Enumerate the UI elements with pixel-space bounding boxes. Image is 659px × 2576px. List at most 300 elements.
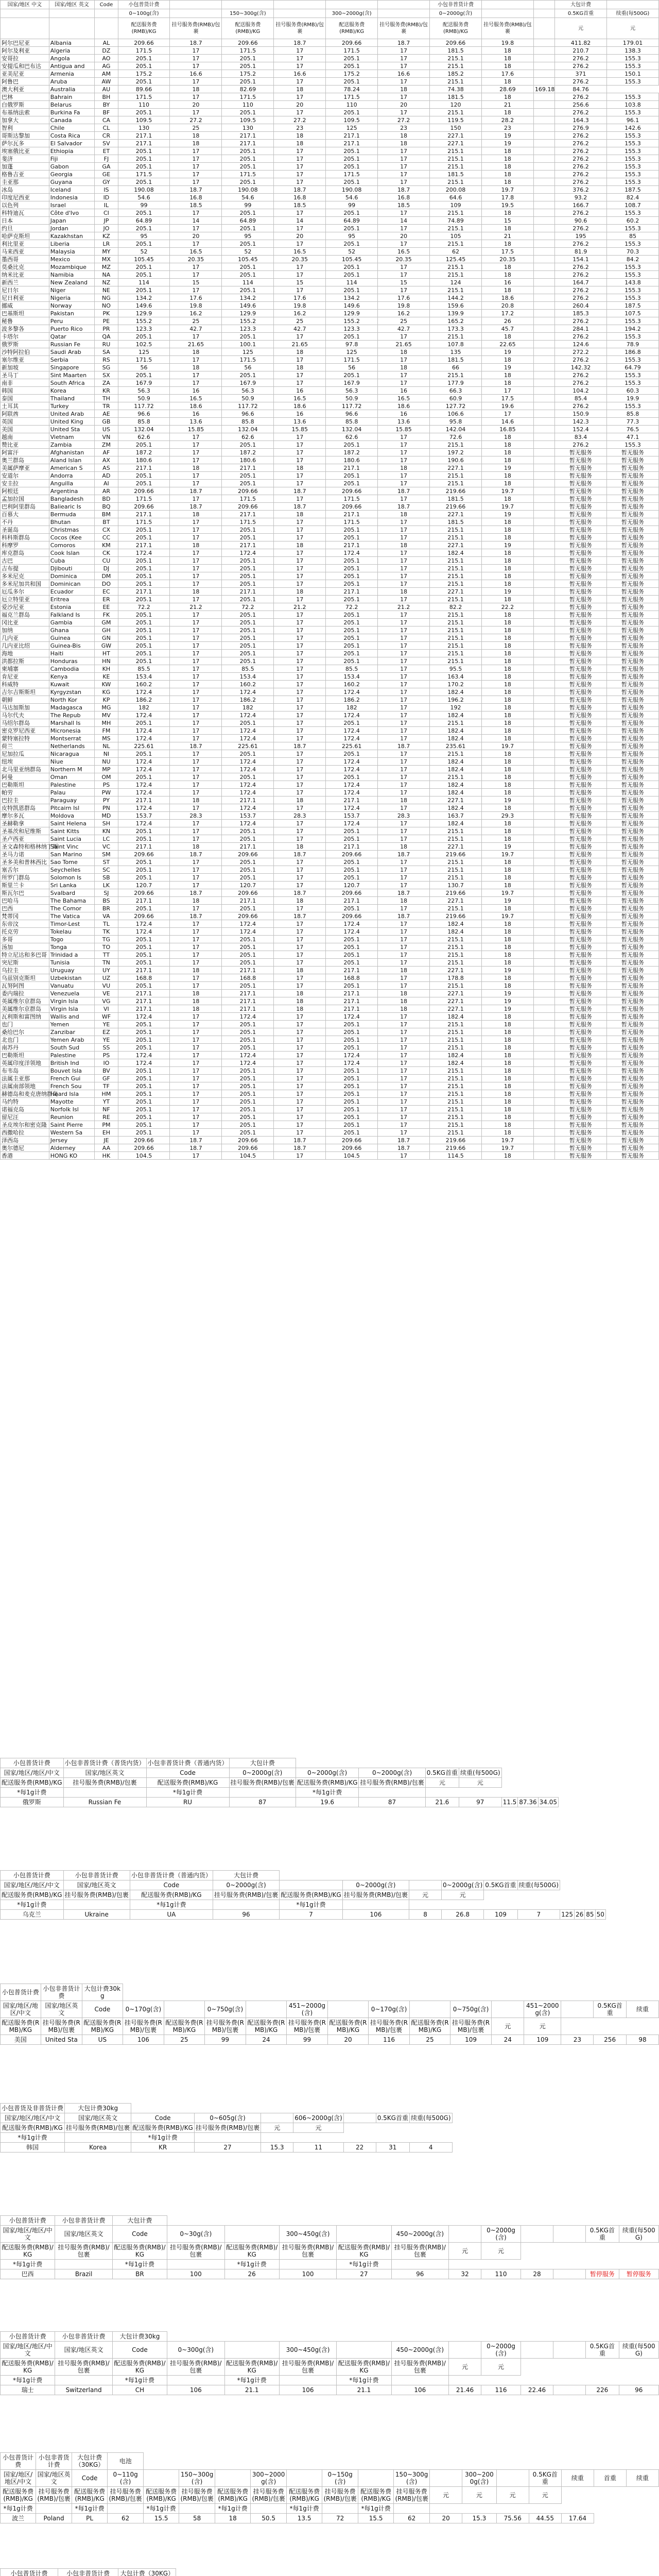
table-cell: 107.5 <box>606 310 658 317</box>
table-cell: 18 <box>481 951 533 959</box>
table-cell: 205.1 <box>118 441 170 449</box>
table-cell: 18 <box>481 905 533 912</box>
table-cell: 暂无服务 <box>606 681 658 688</box>
table-cell: 17 <box>170 766 222 773</box>
section-block <box>0 1758 659 1807</box>
table-cell: 18.7 <box>170 912 222 920</box>
table-cell: 18 <box>481 874 533 882</box>
table-cell: 152.4 <box>555 426 607 433</box>
table-cell <box>533 109 554 116</box>
table-cell: 205.1 <box>222 225 274 232</box>
table-cell: 227.1 <box>430 897 482 905</box>
table-cell: 17 <box>378 766 430 773</box>
table-cell: 19.8 <box>378 302 430 310</box>
table-cell: 18 <box>481 240 533 248</box>
table-cell: 205.1 <box>326 1121 378 1129</box>
table-cell: 215.1 <box>430 719 482 727</box>
table-cell: 瓦努阿图 <box>1 982 49 990</box>
table-cell: 暂无服务 <box>606 789 658 796</box>
table-cell: 18 <box>481 1013 533 1021</box>
table-cell: 276.2 <box>555 171 607 178</box>
table-cell: Kenya <box>49 673 95 681</box>
table-cell: 19.7 <box>481 889 533 897</box>
table-cell: 76.5 <box>606 426 658 433</box>
table-cell: 暂无服务 <box>555 1129 607 1137</box>
table-cell: 17 <box>274 441 326 449</box>
table-cell: 暂无服务 <box>606 936 658 943</box>
table-cell: 17 <box>274 789 326 796</box>
table-cell: 167.9 <box>118 379 170 387</box>
table-cell: DZ <box>95 47 118 55</box>
header-cell: 挂号服务费(RMB)/包裹 <box>391 2243 448 2260</box>
table-row <box>1 426 659 433</box>
table-cell: 172.4 <box>118 549 170 557</box>
table-cell: 暂无服务 <box>555 851 607 858</box>
table-cell: Yemen Arab <box>49 1036 95 1044</box>
table-cell: 18 <box>274 990 326 997</box>
header-cell <box>496 2470 529 2487</box>
table-cell: 181.5 <box>430 495 482 503</box>
table-cell: 17 <box>274 642 326 650</box>
table-cell: 182.4 <box>430 766 482 773</box>
table-cell: 205.1 <box>222 982 274 990</box>
header-cell: *每1g计费 <box>146 1788 229 1798</box>
table-cell: 17 <box>378 1121 430 1129</box>
table-cell: 17 <box>378 642 430 650</box>
table-cell: 赞比亚 <box>1 441 49 449</box>
table-cell: 215.1 <box>430 1067 482 1075</box>
table-cell: 17 <box>274 178 326 186</box>
table-cell: 18 <box>481 773 533 781</box>
table-cell <box>533 441 554 449</box>
table-cell: 45.7 <box>481 325 533 333</box>
table-cell: 19.6 <box>481 402 533 410</box>
table-cell <box>533 310 554 317</box>
header-cell: 0~2000g(含) <box>359 1768 425 1778</box>
table-cell: Saudi Arab <box>49 348 95 356</box>
table-cell: 172.4 <box>118 789 170 796</box>
table-cell: 暂无服务 <box>555 704 607 711</box>
table-cell: 217.1 <box>222 796 274 804</box>
table-row <box>1 2035 659 2045</box>
table-cell: GF <box>95 1075 118 1082</box>
table-cell: 181.5 <box>430 356 482 364</box>
table-row <box>1 905 659 912</box>
table-row <box>1 665 659 673</box>
table-cell: BH <box>95 93 118 101</box>
table-cell: NG <box>95 294 118 302</box>
table-cell: 42.7 <box>170 325 222 333</box>
table-cell: 17 <box>170 171 222 178</box>
table-cell: 31 <box>376 2143 409 2153</box>
table-cell: 暂无服务 <box>555 1106 607 1113</box>
header-cell <box>378 9 430 18</box>
table-cell: SC <box>95 866 118 874</box>
table-cell: BF <box>95 109 118 116</box>
table-cell: 16.6 <box>170 70 222 78</box>
table-cell: 孟加拉国 <box>1 495 49 503</box>
table-cell: 17 <box>274 982 326 990</box>
header-cell <box>481 9 533 18</box>
table-cell: 171.5 <box>118 518 170 526</box>
table-cell: 205.1 <box>326 1082 378 1090</box>
table-cell <box>533 1090 554 1098</box>
header-cell: 国家/地区英文 <box>55 2226 112 2243</box>
table-cell: 215.1 <box>430 333 482 341</box>
table-cell: 205.1 <box>222 650 274 657</box>
table-cell: 17 <box>378 109 430 116</box>
table-cell: NU <box>95 758 118 766</box>
table-cell: 18 <box>481 866 533 874</box>
table-cell: 19 <box>481 897 533 905</box>
header-cell <box>430 2470 462 2487</box>
table-cell: 95 <box>222 232 274 240</box>
table-cell: 134.2 <box>222 294 274 302</box>
table-cell: 172.4 <box>222 688 274 696</box>
header-row <box>1 2342 659 2359</box>
table-cell: 172.4 <box>118 688 170 696</box>
header-cell: 大包计费（30KG） <box>72 2453 108 2470</box>
table-cell: 172.4 <box>118 1052 170 1059</box>
table-cell: 17 <box>274 1036 326 1044</box>
table-cell: 26.8 <box>442 1910 484 1920</box>
table-cell: VE <box>95 990 118 997</box>
header-cell: 电池 <box>108 2453 144 2470</box>
table-cell: 205.1 <box>222 827 274 835</box>
table-cell: 17 <box>170 1082 222 1090</box>
header-cell <box>36 2504 72 2514</box>
table-cell: 冈比亚 <box>1 619 49 626</box>
table-cell: 205.1 <box>326 1098 378 1106</box>
header-cell <box>394 2504 430 2514</box>
table-cell: 276.2 <box>555 178 607 186</box>
table-cell: 17 <box>274 596 326 603</box>
header-cell: 挂号服务费(RMB)/包裹 <box>65 2123 131 2133</box>
table-cell: 205.1 <box>118 62 170 70</box>
table-cell: 171.5 <box>222 356 274 364</box>
table-cell: Heard Isla <box>49 1090 95 1098</box>
table-cell: 巴勒斯坦 <box>1 1052 49 1059</box>
table-row <box>1 657 659 665</box>
table-cell: 暂无服务 <box>606 518 658 526</box>
table-cell: 60.2 <box>606 217 658 225</box>
table-cell: 17 <box>170 379 222 387</box>
table-cell: 169.18 <box>533 86 554 93</box>
table-cell: 155.3 <box>606 286 658 294</box>
section-table <box>0 2331 659 2395</box>
table-cell: 205.1 <box>222 78 274 86</box>
table-cell: 114.5 <box>430 1152 482 1160</box>
table-cell: 18 <box>170 967 222 974</box>
table-cell: Belarus <box>49 101 95 109</box>
table-cell: 17 <box>170 93 222 101</box>
table-cell: 18.6 <box>481 294 533 302</box>
table-cell: Pitcairn Isl <box>49 804 95 812</box>
table-cell <box>533 1059 554 1067</box>
table-cell: British Ind <box>49 1059 95 1067</box>
table-cell <box>533 974 554 982</box>
table-cell: 暂无服务 <box>606 480 658 487</box>
table-cell: IS <box>95 186 118 194</box>
table-cell: 17 <box>170 882 222 889</box>
table-cell: 17 <box>378 62 430 70</box>
table-cell: 205.1 <box>118 619 170 626</box>
table-row <box>1 874 659 882</box>
table-cell: 84.2 <box>606 256 658 263</box>
header-cell: 挂号服务费(RMB)/包裹 <box>63 1778 146 1788</box>
table-cell: 155.3 <box>606 62 658 70</box>
table-cell: 149.6 <box>222 302 274 310</box>
table-cell <box>533 549 554 557</box>
table-cell: 加蓬 <box>1 163 49 171</box>
table-cell: 182.4 <box>430 1013 482 1021</box>
table-cell: 暂无服务 <box>555 889 607 897</box>
table-cell: 帕劳 <box>1 789 49 796</box>
table-cell: 155.3 <box>606 333 658 341</box>
table-cell: 17 <box>170 874 222 882</box>
table-cell: 18 <box>274 967 326 974</box>
table-cell: Jersey <box>49 1137 95 1144</box>
table-cell: 205.1 <box>222 371 274 379</box>
table-cell: 17 <box>378 626 430 634</box>
table-cell: 205.1 <box>118 147 170 155</box>
header-cell: 小包非普货计费 <box>36 2453 72 2470</box>
table-cell: 18.6 <box>378 402 430 410</box>
table-cell: 18 <box>481 549 533 557</box>
table-row <box>1 62 659 70</box>
table-cell: 17 <box>274 704 326 711</box>
table-cell: Nicaragua <box>49 750 95 758</box>
section-table <box>0 2568 659 2576</box>
table-cell: 委内瑞拉 <box>1 990 49 997</box>
table-cell: 17 <box>274 619 326 626</box>
table-cell: 暂无服务 <box>606 1021 658 1028</box>
table-cell: 17 <box>170 209 222 217</box>
table-cell: 18 <box>274 1005 326 1013</box>
table-cell: 217.1 <box>222 897 274 905</box>
table-cell: 圣文森特和格林纳丁斯 <box>1 843 49 851</box>
table-cell: 17 <box>274 1044 326 1052</box>
table-cell: 276.2 <box>555 78 607 86</box>
table-row <box>1 827 659 835</box>
table-cell: 276.9 <box>555 124 607 132</box>
table-cell: 219.66 <box>430 1137 482 1144</box>
table-cell: 15.85 <box>274 426 326 433</box>
table-cell: 乌拉圭 <box>1 967 49 974</box>
table-cell: 215.1 <box>430 441 482 449</box>
table-cell: 171.5 <box>118 495 170 503</box>
table-cell: DJ <box>95 565 118 572</box>
header-cell: 国家/地区/地区/中文 <box>1 2470 36 2487</box>
table-cell: 84.76 <box>555 86 607 93</box>
table-cell: RU <box>95 341 118 348</box>
table-cell: 74.89 <box>430 217 482 225</box>
table-cell: 18 <box>481 704 533 711</box>
table-cell: 109 <box>484 1910 517 1920</box>
header-cell <box>409 1880 442 1890</box>
table-cell: 奥尔德尼 <box>1 1144 49 1152</box>
table-cell: 17 <box>170 711 222 719</box>
table-cell: MG <box>95 704 118 711</box>
table-row <box>1 920 659 928</box>
table-cell: 171.5 <box>222 47 274 55</box>
table-row <box>1 673 659 681</box>
table-cell: 17 <box>378 936 430 943</box>
table-cell: 暂无服务 <box>606 456 658 464</box>
table-cell: 17 <box>274 1052 326 1059</box>
table-cell: 16.2 <box>170 310 222 317</box>
poland-rate-table <box>0 2452 659 2523</box>
table-cell: 205.1 <box>326 611 378 619</box>
table-cell: Ethiopia <box>49 147 95 155</box>
table-cell <box>533 596 554 603</box>
table-cell: 17 <box>274 171 326 178</box>
header-row <box>1 18 659 39</box>
table-cell: Sint Maarten <box>49 371 95 379</box>
table-cell: 155.3 <box>606 78 658 86</box>
table-cell: 215.1 <box>430 634 482 642</box>
table-cell: 韩国 <box>1 2143 65 2153</box>
header-cell: 元 <box>261 2123 293 2133</box>
table-cell: VC <box>95 843 118 851</box>
table-cell: 巴西 <box>1 2269 55 2279</box>
table-cell: 暂无服务 <box>555 866 607 874</box>
header-cell: 续重(每500G) <box>606 9 658 18</box>
table-cell <box>533 511 554 518</box>
header-cell <box>553 2342 586 2359</box>
table-cell: Guyana <box>49 178 95 186</box>
table-cell: 18 <box>170 511 222 518</box>
table-cell: 18.7 <box>274 1137 326 1144</box>
table-cell: HM <box>95 1090 118 1098</box>
table-cell: 巴勒斯坦 <box>1 781 49 789</box>
table-cell: 暂无服务 <box>606 758 658 766</box>
table-cell: 173.3 <box>430 325 482 333</box>
table-cell: 暂无服务 <box>606 673 658 681</box>
table-row <box>1 78 659 86</box>
table-cell: 18 <box>481 936 533 943</box>
table-cell: 17 <box>378 557 430 565</box>
table-cell: 96.6 <box>326 410 378 418</box>
table-cell: 24 <box>246 2035 287 2045</box>
header-cell: 小包非普货计费 <box>63 1871 130 1880</box>
table-row <box>1 248 659 256</box>
table-cell <box>533 132 554 140</box>
table-cell: 18 <box>170 464 222 472</box>
table-cell: 17 <box>170 735 222 742</box>
table-cell <box>533 704 554 711</box>
table-cell: 182 <box>118 704 170 711</box>
table-cell: 暂无服务 <box>555 588 607 596</box>
table-cell: 96.1 <box>606 116 658 124</box>
table-cell: 17.5 <box>481 248 533 256</box>
table-cell: Israel <box>49 201 95 209</box>
table-cell: 17 <box>274 665 326 673</box>
header-cell: 0~110g(含) <box>108 2470 144 2487</box>
table-cell: 209.66 <box>118 487 170 495</box>
table-cell: Palestine <box>49 781 95 789</box>
table-cell: 17 <box>378 773 430 781</box>
table-cell: 155.3 <box>606 147 658 155</box>
table-cell: 276.2 <box>555 441 607 449</box>
table-cell <box>533 742 554 750</box>
table-cell <box>533 503 554 511</box>
table-cell: 276.2 <box>555 240 607 248</box>
table-cell: 17 <box>481 410 533 418</box>
table-cell: 17 <box>274 557 326 565</box>
header-cell: Code <box>95 1 118 9</box>
header-cell <box>521 2226 553 2243</box>
table-cell: Eritrea <box>49 596 95 603</box>
table-cell: Madagasca <box>49 704 95 711</box>
header-cell: 续重(每500G) <box>409 2113 452 2123</box>
table-cell: 167.9 <box>222 379 274 387</box>
table-cell: 205.1 <box>118 634 170 642</box>
table-cell: AF <box>95 449 118 456</box>
table-cell: 205.1 <box>222 147 274 155</box>
table-cell: 276.2 <box>555 132 607 140</box>
table-cell: 11 <box>293 2143 343 2153</box>
table-cell: 123.3 <box>222 325 274 333</box>
table-cell: VU <box>95 982 118 990</box>
table-cell: 18.7 <box>274 742 326 750</box>
table-cell: Northern M <box>49 766 95 773</box>
table-cell: 150 <box>430 124 482 132</box>
header-cell: 大包计费30kg <box>82 1984 123 2001</box>
table-cell: 130 <box>222 124 274 132</box>
header-cell: 挂号服务费(RMB)/包裹 <box>279 2359 336 2376</box>
table-cell: 18 <box>481 109 533 116</box>
table-cell: 17 <box>378 1152 430 1160</box>
table-cell: 17 <box>170 665 222 673</box>
table-cell: 276.2 <box>555 55 607 62</box>
table-cell: 17 <box>274 433 326 441</box>
table-cell: Switzerland <box>55 2385 112 2395</box>
table-cell: KE <box>95 673 118 681</box>
header-cell: 配送服务费(RMB)/KG <box>224 2359 279 2376</box>
table-cell: 17 <box>170 936 222 943</box>
header-cell: 配送服务费(RMB)/KG <box>164 2018 205 2035</box>
table-cell: 32 <box>449 2269 481 2279</box>
table-cell: Cambodia <box>49 665 95 673</box>
table-cell: 16 <box>170 410 222 418</box>
table-cell: 276.2 <box>555 402 607 410</box>
table-cell: 142.04 <box>430 426 482 433</box>
table-cell <box>533 572 554 580</box>
header-cell <box>449 2226 481 2243</box>
table-cell: 暂无服务 <box>606 967 658 974</box>
header-cell: 300~2000g(含) <box>251 2470 287 2487</box>
table-cell: 227.1 <box>430 588 482 596</box>
header-cell <box>167 2260 224 2269</box>
header-cell: 小包非普货计费 <box>430 1 482 9</box>
header-cell: 挂号服务费(RMB)/包裹 <box>229 1778 296 1788</box>
table-cell: 75.56 <box>496 2514 529 2523</box>
table-cell: 暂无服务 <box>555 565 607 572</box>
table-cell: 17 <box>274 905 326 912</box>
table-cell: 纽埃 <box>1 758 49 766</box>
table-cell: 暂无服务 <box>606 503 658 511</box>
table-cell: HN <box>95 657 118 665</box>
header-cell: 挂号服务费(RMB)/包裹 <box>194 2123 261 2133</box>
table-cell: 17 <box>170 820 222 827</box>
table-cell: 瑞士 <box>1 2385 55 2395</box>
header-cell: 配送服务费(RMB)/KG <box>82 2018 123 2035</box>
header-cell: 挂号服务费(RMB)/包裹 <box>378 18 430 39</box>
table-cell: 219.66 <box>430 912 482 920</box>
table-cell: 18 <box>481 356 533 364</box>
table-cell: 209.66 <box>118 1137 170 1144</box>
